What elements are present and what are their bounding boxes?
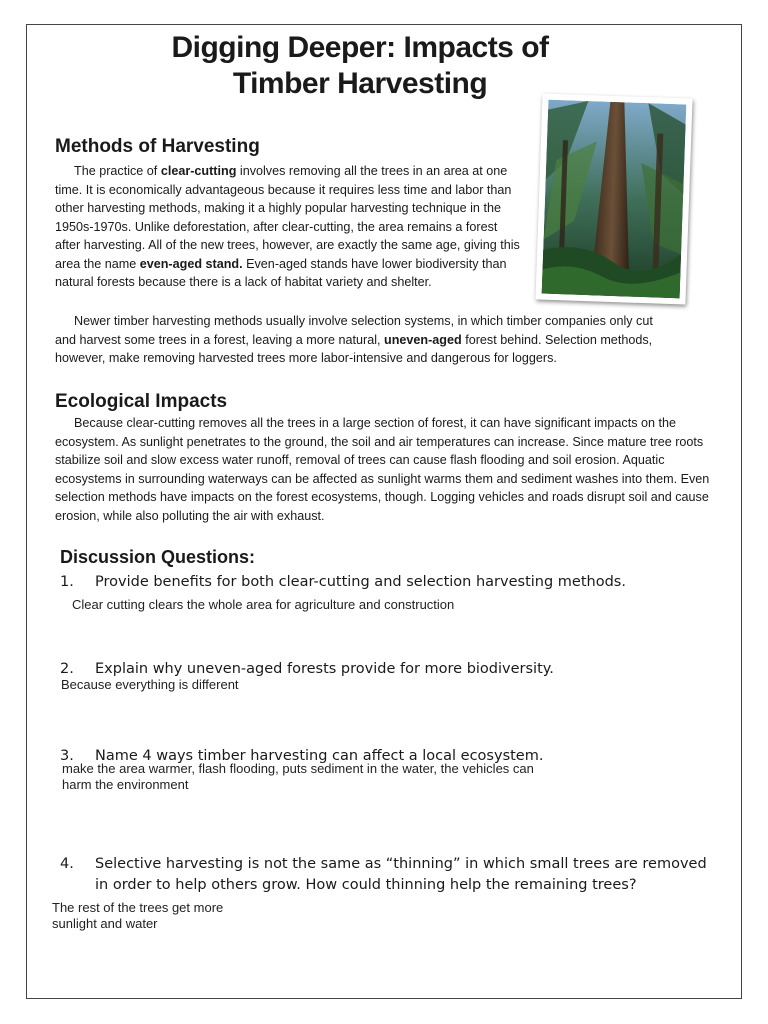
methods-paragraph-2 [55,312,665,368]
methods-p1-text-2: involves removing all the trees in an area at one time. It is economically advantageous because it requires less time and labor than other harvesting methods, making it a highly popular harvesting technique in the 1950s-1970s. Unlike deforestation, after clear-cutting, the area remains a forest after harvesting. All of the new trees, however, are exactly the same age, giving this area the name [55,164,520,271]
methods-p2-text-2: forest behind. Selection methods, however, make removing harvested trees more labor-intensive and dangerous for loggers. [55,332,653,365]
answer-3: make the area warmer, flash flooding, puts sediment in the water, the vehicles can harm the environment [62,761,534,792]
page-title [110,30,610,102]
tree-illustration [542,100,687,299]
methods-p1-text-1: The practice of [74,164,161,178]
question-4 [60,854,720,896]
term-clear-cutting: clear-cutting [160,164,237,178]
question-2-number: 2. [60,661,74,677]
answer-4: The rest of the trees get more sunlight and water [52,900,224,931]
methods-p1-text-3: Even-aged stands have lower biodiversity than natural forests because there is a lack of habitat variety and shelter. [55,256,507,289]
question-1-number: 1. [60,574,74,590]
question-1-text: Provide benefits for both clear-cutting and selection harvesting methods. [95,574,626,590]
term-uneven-aged: uneven-aged [384,332,462,347]
answer-1: Clear cutting clears the whole area for agriculture and construction [72,597,455,612]
question-4-text: Selective harvesting is not the same as “thinning” in which small trees are removed in order to help others grow. How could thinning help the remaining trees? [95,856,707,893]
methods-p2-text-1: Newer timber harvesting methods usually involve selection systems, in which timber companies only cut and harvest some trees in a forest, leaving a more natural, [55,314,653,347]
question-1 [60,572,710,593]
methods-heading: Methods of Harvesting [55,136,260,157]
title-line-2: Timber Harvesting [232,67,488,100]
question-2-text: Explain why uneven-aged forests provide for more biodiversity. [95,661,554,677]
question-4-number: 4. [60,856,74,872]
discussion-heading: Discussion Questions: [60,547,256,567]
methods-paragraph-1 [55,162,521,292]
question-3-number: 3. [60,748,74,764]
ecological-heading: Ecological Impacts [55,391,228,412]
question-3-text: Name 4 ways timber harvesting can affect a local ecosystem. [95,748,544,764]
answer-2: Because everything is different [61,677,239,692]
term-even-aged-stand: even-aged stand. [139,256,243,271]
ecological-paragraph: Because clear-cutting removes all the trees in a large section of forest, it can have significant impacts on the ecosystem. As sunlight penetrates to the ground, the soil and air temperatures can increase. Since mature tree roots stabilize soil and slow excess water runoff, removal of trees can cause flash flooding and soil erosion. Aquatic ecosystems in surrounding waterways can be affected as sunlight warms them and sediment washes into them. Even selection methods have impacts on the forest ecosystems, though. Logging vehicles and roads disrupt soil and cause erosion, while also polluting the air with exhaust. [55,416,710,523]
title-line-1: Digging Deeper: Impacts of [171,31,549,64]
redwood-forest-photo [535,93,692,304]
